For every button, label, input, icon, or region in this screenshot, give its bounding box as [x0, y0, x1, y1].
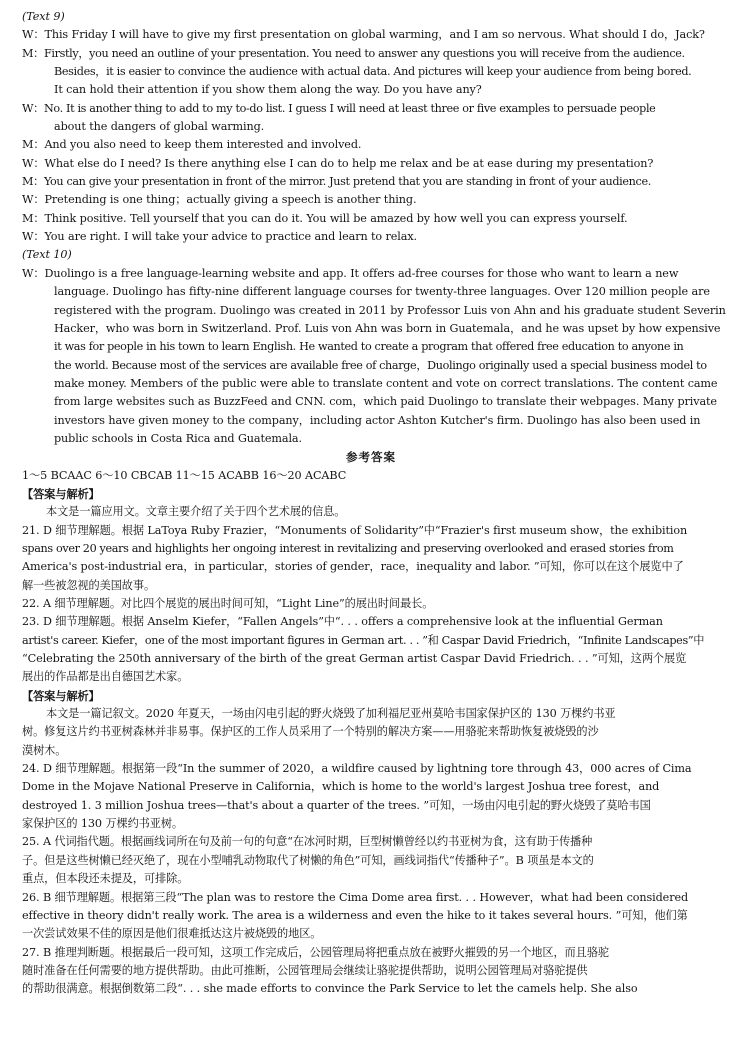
text-line: effective in theory didn't really work. The area is a wilderness and even the hike to it takes several hours. ”可知，他们第 — [22, 908, 688, 922]
text-line: W：No. It is another thing to add to my to-do list. I guess I will need at least three or five examples to persuade people — [22, 101, 656, 115]
text-line: 解一些被忽视的美国故事。 — [22, 578, 156, 592]
text-line: Hacker，who was born in Switzerland. Prof. Luis von Ahn was born in Guatemala，and he was upset by how expensive — [54, 321, 721, 335]
text-line: W：Duolingo is a free language-learning website and app. It offers ad-free courses for those who want to learn a new — [22, 266, 679, 280]
text-line: 26. B 细节理解题。根据第三段“The plan was to restore the Cima Dome area first. . . However，what had been considered — [22, 890, 689, 904]
text-line: M：Firstly，you need an outline of your presentation. You need to answer any questions you will receive from the audience. — [22, 46, 685, 60]
text-line: W：Pretending is one thing；actually giving a speech is another thing. — [22, 193, 417, 207]
text-line: 展出的作品都是出自德国艺术家。 — [22, 670, 189, 684]
text-line: 24. D 细节理解题。根据第一段“In the summer of 2020，a wildfire caused by lightning tore through 43，000 acres of Cima — [22, 762, 692, 776]
text-line: America's post-industrial era，in particular，stories of gender，race，inequality and labor. ”可知，你可以在这个展览中了 — [22, 560, 684, 574]
text-line: It can hold their attention if you show them along the way. Do you have any? — [54, 83, 482, 97]
answer-heading: 参考答案 — [346, 450, 396, 465]
text-line: it was for people in his town to learn English. He wanted to create a program that offered free education to anyone in — [54, 340, 684, 354]
text-line: W：You are right. I will take your advice to practice and learn to relax. — [22, 230, 417, 244]
text-line: “Celebrating the 250th anniversary of the birth of the great German artist Caspar David Friedrich. . . ”可知，这两个展览 — [22, 652, 687, 666]
section-title: (Text 10) — [22, 248, 72, 262]
text-line: 随时准备在任何需要的地方提供帮助。由此可推断，公园管理局会继续让骆驼提供帮助，说明公园管理局对骆驼提供 — [22, 963, 588, 977]
text-line: the world. Because most of the services are available free of charge，Duolingo originally used a special business model to — [54, 358, 707, 372]
text-line: artist's career. Kiefer，one of the most important figures in German art. . . ”和 Caspar David Friedrich，“Infinite Landscapes”中 — [22, 633, 705, 647]
text-line: public schools in Costa Rica and Guatemala. — [54, 431, 302, 445]
text-line: 【答案与解析】 — [22, 486, 100, 501]
text-line: from large websites such as BuzzFeed and CNN. com，which paid Duolingo to translate their webpages. Many private — [54, 395, 717, 409]
text-line: 本文是一篇应用文。文章主要介绍了关于四个艺术展的信息。 — [46, 505, 346, 519]
text-line: 一次尝试效果不佳的原因是他们很难抵达这片被烧毁的地区。 — [22, 927, 322, 941]
text-line: W：What else do I need? Is there anything else I can do to help me relax and be at ease during my presentation? — [22, 156, 654, 170]
text-line: make money. Members of the public were able to translate content and vote on correct translations. The content came — [54, 376, 718, 390]
text-line: 漠树木。 — [22, 743, 67, 757]
text-line: about the dangers of global warming. — [54, 120, 265, 134]
text-line: language. Duolingo has fifty-nine different language courses for twenty-three languages. Over 120 million people are — [54, 285, 710, 299]
text-line: 子。但是这些树懒已经灭绝了，现在小型哺乳动物取代了树懒的角色”可知，画线词指代“传播种子”。B 项虽是本文的 — [22, 853, 594, 867]
text-line: 本文是一篇记叙文。2020 年夏天，一场由闪电引起的野火烧毁了加利福尼亚州莫哈韦国家保护区的 130 万棵约书亚 — [46, 707, 616, 721]
text-line: Dome in the Mojave National Preserve in California，which is home to the world's largest Joshua tree forest，and — [22, 780, 660, 794]
text-line: M：You can give your presentation in front of the mirror. Just pretend that you are standing in front of your audience. — [22, 175, 651, 189]
text-line: registered with the program. Duolingo was created in 2011 by Professor Luis von Ahn and his graduate student Severin — [54, 303, 726, 317]
text-line: 【答案与解析】 — [22, 688, 100, 703]
text-line: 1～5 BCAAC 6～10 CBCAB 11～15 ACABB 16～20 ACABC — [22, 468, 347, 482]
text-line: 25. A 代词指代题。根据画线词所在句及前一句的句意“在冰河时期，巨型树懒曾经以约书亚树为食，这有助于传播种 — [22, 835, 593, 849]
text-line: W：This Friday I will have to give my first presentation on global warming，and I am so nervous. What should I do，Jack? — [22, 28, 705, 42]
text-line: 的帮助很满意。根据倒数第二段“. . . she made efforts to convince the Park Service to let the camels help. She also — [22, 982, 638, 996]
text-line: investors have given money to the company，including actor Ashton Kutcher's firm. Duolingo has also been used in — [54, 413, 701, 427]
text-line: destroyed 1. 3 million Joshua trees—that's about a quarter of the trees. ”可知，一场由闪电引起的野火烧毁了莫哈韦国 — [22, 798, 651, 812]
text-line: M：And you also need to keep them interested and involved. — [22, 138, 362, 152]
text-line: spans over 20 years and highlights her ongoing interest in revitalizing and preserving overlooked and erased stories from — [22, 541, 674, 555]
text-line: Besides，it is easier to convince the audience with actual data. And pictures will keep your audience from being bored. — [54, 65, 692, 79]
text-line: 家保护区的 130 万棵约书亚树。 — [22, 817, 184, 831]
text-line: 22. A 细节理解题。对比四个展览的展出时间可知，“Light Line”的展出时间最长。 — [22, 597, 434, 610]
section-title: (Text 9) — [22, 10, 65, 23]
text-line: 23. D 细节理解题。根据 Anselm Kiefer，“Fallen Angels”中“. . . offers a comprehensive look at the influential German — [22, 615, 663, 629]
text-line: 21. D 细节理解题。根据 LaToya Ruby Frazier，“Monuments of Solidarity”中“Frazier's first museum show，the exhibition — [22, 523, 688, 537]
text-line: M：Think positive. Tell yourself that you can do it. You will be amazed by how well you can express yourself. — [22, 211, 628, 225]
text-line: 重点，但本段还未提及，可排除。 — [22, 872, 189, 886]
document-page — [22, 8, 726, 999]
text-line: 树。修复这片约书亚树森林并非易事。保护区的工作人员采用了一个特别的解决方案——用骆驼来帮助恢复被烧毁的沙 — [22, 725, 599, 739]
text-line: 27. B 推理判断题。根据最后一段可知，这项工作完成后，公园管理局将把重点放在被野火摧毁的另一个地区，而且骆驼 — [22, 945, 609, 959]
